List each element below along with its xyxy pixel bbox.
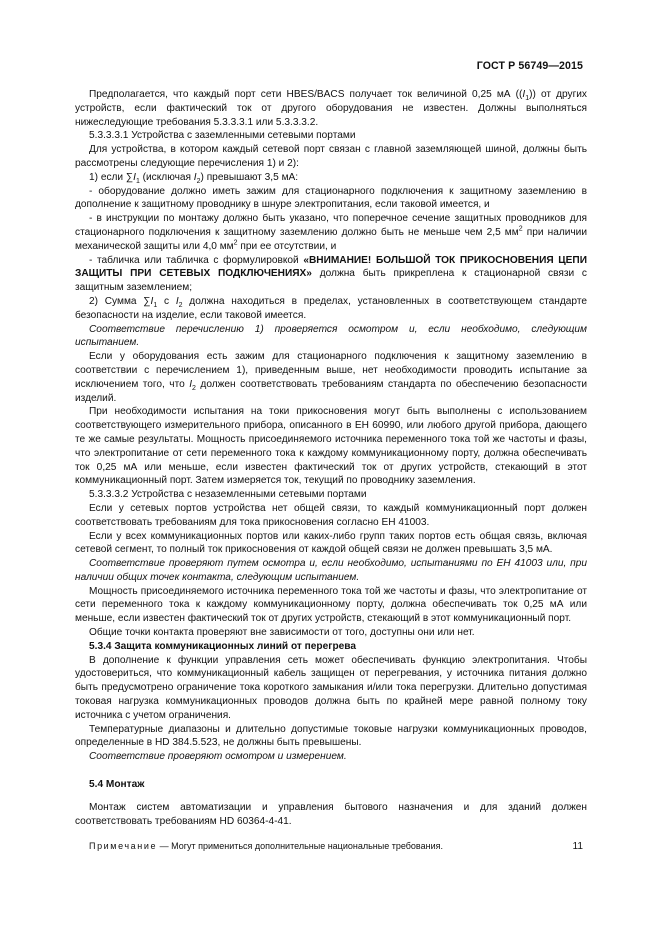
note: Примечание — Могут примениться дополнительные национальные требования. <box>89 841 443 852</box>
paragraph-overheat: В дополнение к функции управления сеть может обеспечивать функцию электропитания. Чтобы удостовериться, что коммуникационный кабель защищен от перегревания, у источника питания должно быть предусмотрено ограничение тока короткого замыкания и/или тока перегрузки. Длительно допустимая токовая нагрузка коммуникационных проводов должна быть по крайней мере равной полному току источника с учетом ограничения. <box>75 654 587 721</box>
paragraph-installation: Монтаж систем автоматизации и управления бытового назначения и для зданий должен соответствовать требованиям HD 60364-4-41. <box>75 801 587 827</box>
bullet-warning-label: - табличка или табличка с формулировкой «ВНИМАНИЕ! БОЛЬШОЙ ТОК ПРИКОСНОВЕНИЯ ЦЕПИ ЗАЩИТЫ ПРИ СЕТЕВЫХ ПОДКЛЮЧЕНИЯХ» должна быть прикреплена к стационарной связи с защитным заземлением; <box>75 254 587 294</box>
item-2: 2) Сумма $\sum I_1$ с $I_2$ должна находиться в пределах, установленных в соответствующем стандарте безопасности на изделие, если таковой имеется. <box>75 295 587 321</box>
compliance-3: Соответствие проверяют осмотром и измерением. <box>89 751 347 763</box>
paragraph-1: Предполагается, что каждый порт сети HBES/BACS получает ток величиной 0,25 мА $((I_1))$ от других устройств, если фактический ток от другого оборудования не известен. Должны выполняться нижеследующие требования 5.3.3.3.1 или 5.3.3.3.2. <box>75 89 587 128</box>
warning-text: «ВНИМАНИЕ! БОЛЬШОЙ ТОК ПРИКОСНОВЕНИЯ ЦЕПИ ЗАЩИТЫ ПРИ СЕТЕВЫХ ПОДКЛЮЧЕНИЯХ» <box>75 254 587 280</box>
clause-5-3-4-title: 5.3.4 Защита коммуникационных линий от перегрева <box>89 640 356 652</box>
item-1: 1) если $\sum I_1$ (исключая $I_2$) превышают 3,5 мА: <box>89 171 299 185</box>
compliance-1: Соответствие перечислению 1) проверяется осмотром и, если необходимо, следующим испытанием. <box>75 323 587 349</box>
paragraph-source-power: Мощность присоединяемого источника переменного тока той же частоты и фазы, что электропитание от сети переменного тока к каждому коммуникационному порту, должна обеспечивать ток 0,25 мА или меньше, если известен фактический ток от других устройств, стекающий в этот коммуникационный порт. <box>75 585 587 625</box>
clause-5-3-3-3-1-title: 5.3.3.3.1 Устройства с заземленными сетевыми портами <box>89 130 356 142</box>
paragraph-terminal-test: Если у оборудования есть зажим для стационарного подключения к защитному заземлению в соответствии с перечислением 1), приведенным выше, нет необходимости проводить испытание за исключением того, что $I_2$ должен соответствовать требованиям стандарта по обеспечению безопасности изделий. <box>75 351 587 404</box>
paragraph-no-common: Если у сетевых портов устройства нет общей связи, то каждый коммуникационный порт должен соответствовать требованиям для тока прикосновения согласно ЕН 41003. <box>75 502 587 528</box>
note-label: Примечание <box>89 841 158 852</box>
bullet-instructions: - в инструкции по монтажу должно быть указано, что поперечное сечение защитных проводников для стационарного подключения к защитному заземлению должно быть не меньше чем 2,5 $мм^2$ при наличии механической защиты или 4,0 $мм^2$ при ее отсутствии, и <box>75 213 587 252</box>
document-code: ГОСТ Р 56749—2015 <box>476 60 583 72</box>
paragraph-contact-points: Общие точки контакта проверяют вне зависимости от того, доступны они или нет. <box>89 627 475 639</box>
paragraph-common: Если у всех коммуникационных портов или каких-либо групп таких портов есть общая связь, включая сетевой сегмент, то полный ток прикосновения от каждой общей связи не должен превышать 3,5 мА. <box>75 530 587 556</box>
compliance-2: Соответствие проверяют путем осмотра и, если необходимо, испытаниями по ЕН 41003 или, при наличии общих точек контакта, следующим испытанием. <box>75 558 587 583</box>
bullet-terminal: - оборудование должно иметь зажим для стационарного подключения к защитному заземлению в дополнение к защитному проводнику в шнуре электропитания, если таковой имеется, и <box>75 185 587 211</box>
paragraph-touch-current-test: При необходимости испытания на токи прикосновения могут быть выполнены с использованием соответствующего измерительного прибора, описанного в ЕН 60990, или любого другой прибора, дающего те же самые результаты. Мощность присоединяемого источника переменного тока той же частоты и фазы, что электропитание от сети переменного тока к каждому коммуникационному порту, должна обеспечивать ток 0,25 мА или меньше, если известен фактический ток от других устройств, стекающий в этот коммуникационный порт. Затем измеряется ток, текущий по проводнику заземления. <box>75 406 587 487</box>
page-number: 11 <box>572 841 583 852</box>
clause-5-3-3-3-2-title: 5.3.3.3.2 Устройства с незаземленными сетевыми портами <box>89 489 367 501</box>
paragraph-3: Для устройства, в котором каждый сетевой порт связан с главной заземляющей шиной, должны быть рассмотрены следующие перечисления 1) и 2): <box>75 144 587 169</box>
note-text: Могут примениться дополнительные национальные требования. <box>171 841 443 852</box>
document-body <box>75 88 587 863</box>
paragraph-temperature: Температурные диапазоны и длительно допустимые токовые нагрузки коммуникационных проводов, определенные в HD 384.5.523, не должны быть превышены. <box>75 723 587 749</box>
section-5-4-title: 5.4 Монтаж <box>89 779 145 791</box>
